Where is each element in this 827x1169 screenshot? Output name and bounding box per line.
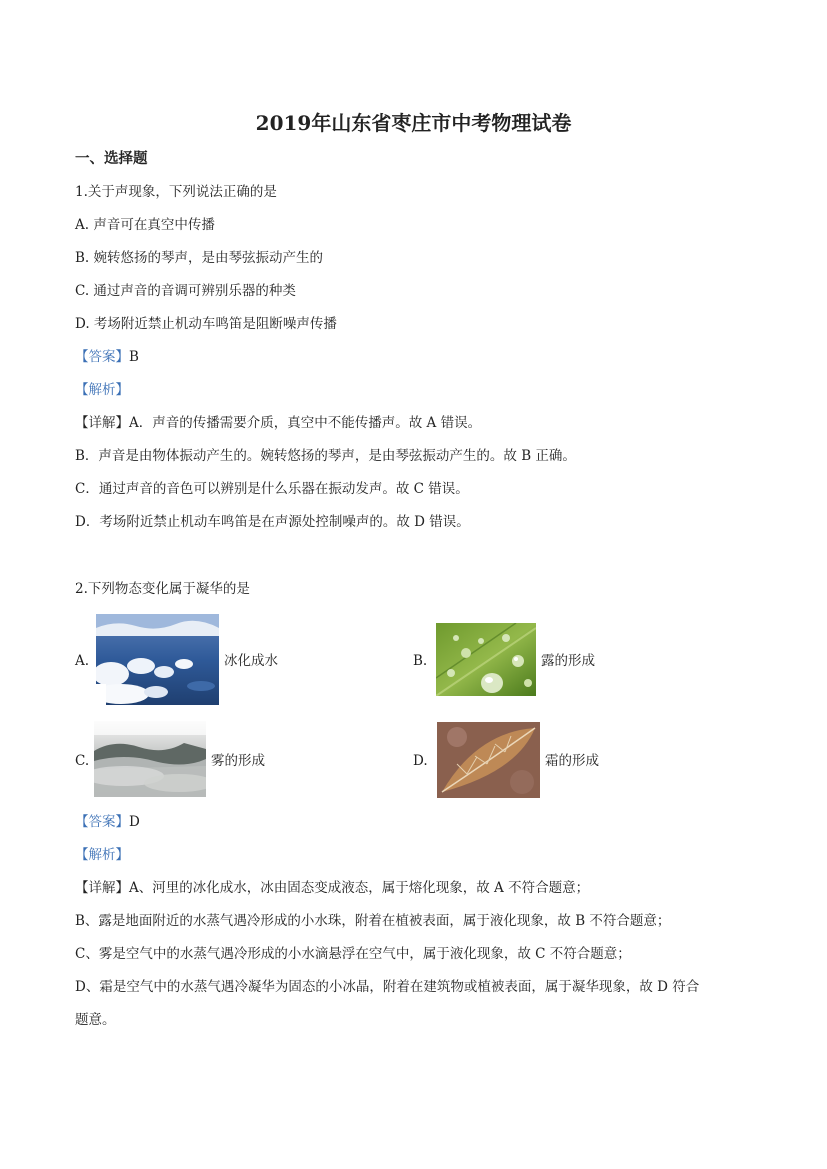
q2-option-b-text: 露的形成 xyxy=(541,653,595,669)
q1-answer xyxy=(75,348,139,366)
q2-option-d-text: 霜的形成 xyxy=(545,753,599,769)
detail-text: A、河里的冰化成水，冰由固态变成液态，属于熔化现象，故 A 不符合题意； xyxy=(129,880,590,896)
q2-option-d-label: D. xyxy=(413,753,428,769)
answer-tag: 【答案】 xyxy=(75,349,129,365)
q1-detail-2: B．声音是由物体振动产生的。婉转悠扬的琴声，是由琴弦振动产生的。故 B 正确。 xyxy=(75,448,576,464)
q1-option-c: C. 通过声音的音调可辨别乐器的种类 xyxy=(75,283,296,299)
ice-melting-image xyxy=(96,614,219,705)
q1-option-a: A. 声音可在真空中传播 xyxy=(75,217,215,233)
q2-option-c-text: 雾的形成 xyxy=(211,753,265,769)
q2-option-b-label: B. xyxy=(413,653,428,669)
q1-analysis-tag: 【解析】 xyxy=(75,382,129,398)
q2-option-c-label: C. xyxy=(75,753,90,769)
q2-option-a-label: A. xyxy=(75,653,90,669)
detail-text: A．声音的传播需要介质，真空中不能传播声。故 A 错误。 xyxy=(129,415,482,431)
q2-answer xyxy=(75,813,140,831)
q1-detail-4: D．考场附近禁止机动车鸣笛是在声源处控制噪声的。故 D 错误。 xyxy=(75,514,470,530)
q2-analysis-tag: 【解析】 xyxy=(75,847,129,863)
answer-value: D xyxy=(129,814,140,830)
frost-leaf-image xyxy=(437,722,540,798)
q2-detail-1 xyxy=(75,879,589,897)
dew-drops-image xyxy=(436,623,536,696)
q1-detail-3: C．通过声音的音色可以辨别是什么乐器在振动发声。故 C 错误。 xyxy=(75,481,469,497)
q2-detail-5: 题意。 xyxy=(75,1012,116,1028)
detail-tag: 【详解】 xyxy=(75,880,129,896)
q2-detail-2: B、露是地面附近的水蒸气遇冷形成的小水珠，附着在植被表面，属于液化现象，故 B 不符合题意； xyxy=(75,913,671,929)
detail-tag: 【详解】 xyxy=(75,415,129,431)
q1-option-d: D. 考场附近禁止机动车鸣笛是阻断噪声传播 xyxy=(75,316,337,332)
q2-stem: 2.下列物态变化属于凝华的是 xyxy=(75,581,250,597)
q1-option-b: B. 婉转悠扬的琴声，是由琴弦振动产生的 xyxy=(75,250,324,266)
answer-value: B xyxy=(129,349,139,365)
answer-tag: 【答案】 xyxy=(75,814,129,830)
q2-detail-3: C、雾是空气中的水蒸气遇冷形成的小水滴悬浮在空气中，属于液化现象，故 C 不符合题意； xyxy=(75,946,631,962)
q2-detail-4: D、霜是空气中的水蒸气遇冷凝华为固态的小冰晶，附着在建筑物或植被表面，属于凝华现象，故 D 符合 xyxy=(75,979,700,995)
document-title: 2019年山东省枣庄市中考物理试卷 xyxy=(255,111,572,135)
q1-detail-1 xyxy=(75,414,481,432)
q2-option-a-text: 冰化成水 xyxy=(224,653,278,669)
fog-image xyxy=(94,721,206,797)
q1-stem: 1.关于声现象，下列说法正确的是 xyxy=(75,184,277,200)
section-heading: 一、选择题 xyxy=(75,150,148,167)
